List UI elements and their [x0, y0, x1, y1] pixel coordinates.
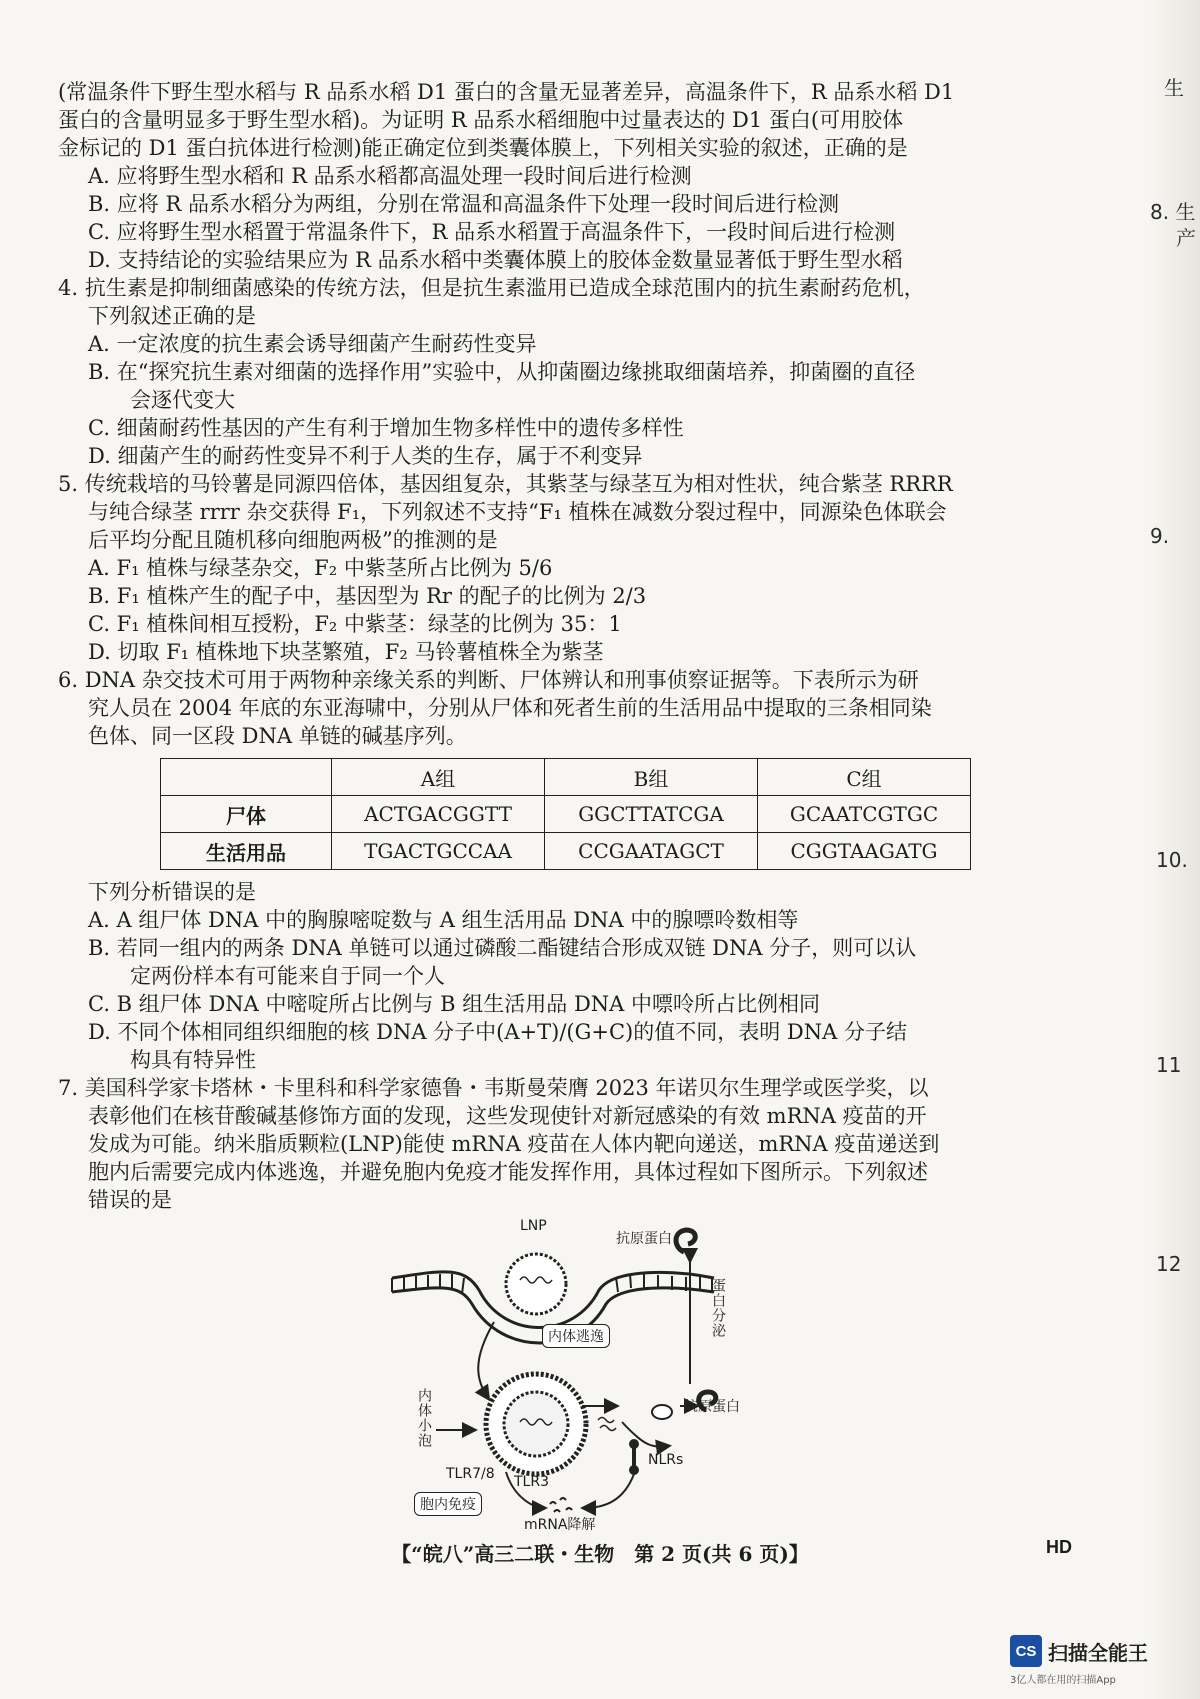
lnp-inside-endosome: [504, 1392, 568, 1456]
question-4-option-b: 会逐代变大: [130, 388, 235, 412]
question-4-option-a: A. 一定浓度的抗生素会诱导细菌产生耐药性变异: [88, 332, 537, 356]
label-mrna-degradation: mRNA降解: [524, 1517, 596, 1533]
question-7-stem: 7. 美国科学家卡塔林・卡里科和科学家德鲁・韦斯曼荣膺 2023 年诺贝尔生理学或医学奖，以: [58, 1076, 929, 1100]
question-3-stem: 金标记的 D1 蛋白抗体进行检测)能正确定位到类囊体膜上，下列相关实验的叙述，正确的是: [58, 136, 908, 160]
question-6-option-d: D. 不同个体相同组织细胞的核 DNA 分子中(A+T)/(G+C)的值不同，表明 DNA 分子结: [88, 1020, 907, 1044]
label-nlrs: NLRs: [648, 1452, 684, 1468]
question-4-option-d: D. 细菌产生的耐药性变异不利于人类的生存，属于不利变异: [88, 444, 643, 468]
table-cell: CCGAATAGCT: [545, 833, 758, 870]
label-tlr3: TLR3: [514, 1474, 549, 1490]
question-4-stem: 下列叙述正确的是: [88, 304, 256, 328]
ribosome: [652, 1405, 672, 1419]
question-3-continuation: [58, 78, 1078, 274]
antigen-protein-top: [676, 1230, 695, 1252]
scanner-watermark-text: [1048, 1637, 1148, 1666]
table-header-cell: [161, 759, 332, 796]
table-cell: GCAATCGTGC: [758, 796, 971, 833]
question-3-option-a: A. 应将野生型水稻和 R 品系水稻都高温处理一段时间后进行检测: [88, 164, 692, 188]
table-header-cell: A组: [332, 759, 545, 796]
question-3-option-b: B. 应将 R 品系水稻分为两组，分别在常温和高温条件下处理一段时间后进行检测: [88, 192, 839, 216]
label-endosome-vesicle: 内体小泡: [416, 1388, 432, 1448]
diagram-drawing: [384, 1220, 804, 1530]
dna-sequence-table: [160, 758, 971, 870]
question-4-option-b: B. 在“探究抗生素对细菌的选择作用”实验中，从抑菌圈边缘挑取细菌培养，抑菌圈的直径: [88, 360, 916, 384]
question-3-option-d: D. 支持结论的实验结果应为 R 品系水稻中类囊体膜上的胶体金数量显著低于野生型水稻: [88, 248, 903, 272]
table-header-row: [161, 759, 971, 796]
page-footer: 【“皖八”高三二联・生物 第 2 页(共 6 页)】: [391, 1542, 809, 1566]
question-7-stem: 胞内后需要完成内体逃逸，并避免胞内免疫才能发挥作用，具体过程如下图所示。下列叙述: [88, 1160, 928, 1184]
scanner-watermark: [1010, 1635, 1148, 1686]
table-row-header: 生活用品: [161, 833, 332, 870]
margin-question-9: 9.: [1150, 524, 1170, 548]
question-6-option-d: 构具有特异性: [130, 1048, 256, 1072]
question-4-option-c: C. 细菌耐药性基因的产生有利于增加生物多样性中的遗传多样性: [88, 416, 684, 440]
label-antigen-protein-top: 抗原蛋白: [616, 1231, 672, 1247]
question-6-stem: 6. DNA 杂交技术可用于两物种亲缘关系的判断、尸体辨认和刑事侦察证据等。下表所示为研: [58, 668, 919, 692]
question-5-stem: 与纯合绿茎 rrrr 杂交获得 F₁，下列叙述不支持“F₁ 植株在减数分裂过程中，同源染色体联会: [88, 500, 947, 524]
footer-code: HD: [1046, 1537, 1072, 1557]
question-4-stem: 4. 抗生素是抑制细菌感染的传统方法，但是抗生素滥用已造成全球范围内的抗生素耐药危机，: [58, 276, 925, 300]
margin-question-12: 12: [1156, 1252, 1182, 1276]
question-7: [58, 1074, 1078, 1533]
arrow-nlrs-degradation: [584, 1474, 634, 1508]
question-4: [58, 274, 1078, 470]
table-row: [161, 796, 971, 833]
question-6: [58, 666, 1078, 1074]
table-cell: GGCTTATCGA: [545, 796, 758, 833]
margin-question-11: 11: [1156, 1053, 1182, 1077]
scanner-app-name: 扫描全能王: [1048, 1640, 1148, 1665]
question-6-prompt: 下列分析错误的是: [88, 880, 256, 904]
table-row-header: 尸体: [161, 796, 332, 833]
table-cell: TGACTGCCAA: [332, 833, 545, 870]
question-6-stem: 究人员在 2004 年底的东亚海啸中，分别从尸体和死者生前的生活用品中提取的三条相同染: [88, 696, 932, 720]
question-6-option-b: B. 若同一组内的两条 DNA 单链可以通过磷酸二酯键结合形成双链 DNA 分子，则可以认: [88, 936, 917, 960]
question-7-stem: 表彰他们在核苷酸碱基修饰方面的发现，这些发现使针对新冠感染的有效 mRNA 疫苗的开: [88, 1104, 927, 1128]
label-antigen-protein-mid: 抗原蛋白: [684, 1399, 740, 1415]
camscanner-icon: CS: [1010, 1635, 1042, 1667]
question-3-stem: 蛋白的含量明显多于野生型水稻)。为证明 R 品系水稻细胞中过量表达的 D1 蛋白(可用胶体: [58, 108, 904, 132]
margin-fragment: 产: [1176, 226, 1196, 250]
scanner-tagline: 3亿人都在用的扫描App: [1010, 1675, 1116, 1686]
degraded-mrna-fragments: [550, 1498, 572, 1512]
label-tlr78: TLR7/8: [446, 1466, 495, 1482]
question-5-option-a: A. F₁ 植株与绿茎杂交，F₂ 中紫茎所占比例为 5/6: [88, 556, 553, 580]
question-5: [58, 470, 1078, 666]
arrow-to-nlrs: [622, 1422, 668, 1447]
question-6-option-c: C. B 组尸体 DNA 中嘧啶所占比例与 B 组生活用品 DNA 中嘌呤所占比例相同: [88, 992, 821, 1016]
margin-question-8: 8. 生: [1150, 200, 1196, 224]
question-7-stem: 错误的是: [88, 1188, 172, 1212]
question-5-stem: 5. 传统栽培的马铃薯是同源四倍体，基因组复杂，其紫茎与绿茎互为相对性状，纯合紫茎 RRRR: [58, 472, 953, 496]
released-mrna: [598, 1418, 616, 1431]
label-intracellular-immunity: 胞内免疫: [414, 1492, 482, 1516]
question-6-option-b: 定两份样本有可能来自于同一个人: [130, 964, 445, 988]
margin-question-10: 10.: [1156, 848, 1188, 872]
label-protein-secretion: 蛋白分泌: [710, 1278, 726, 1338]
question-3-option-c: C. 应将野生型水稻置于常温条件下，R 品系水稻置于高温条件下，一段时间后进行检测: [88, 220, 896, 244]
table-header-cell: B组: [545, 759, 758, 796]
table-cell: ACTGACGGTT: [332, 796, 545, 833]
question-3-stem: (常温条件下野生型水稻与 R 品系水稻 D1 蛋白的含量无显著差异，高温条件下，R 品系水稻 D1: [58, 80, 955, 104]
table-cell: CGGTAAGATG: [758, 833, 971, 870]
question-5-option-d: D. 切取 F₁ 植株地下块茎繁殖，F₂ 马铃薯植株全为紫茎: [88, 640, 604, 664]
label-lnp: LNP: [520, 1218, 547, 1234]
label-endosome-escape: 内体逃逸: [542, 1324, 610, 1348]
arrow-to-endosome: [478, 1322, 494, 1398]
question-7-stem: 发成为可能。纳米脂质颗粒(LNP)能使 mRNA 疫苗在人体内靶向递送，mRNA 疫苗递送到: [88, 1132, 940, 1156]
lnp-particle: [506, 1254, 566, 1314]
table-header-cell: C组: [758, 759, 971, 796]
question-5-stem: 后平均分配且随机移向细胞两极”的推测的是: [88, 528, 498, 552]
main-column: [58, 78, 1078, 1533]
question-5-option-c: C. F₁ 植株间相互授粉，F₂ 中紫茎：绿茎的比例为 35：1: [88, 612, 622, 636]
table-row: [161, 833, 971, 870]
question-6-stem: 色体、同一区段 DNA 单链的碱基序列。: [88, 724, 467, 748]
mrna-vaccine-diagram: [384, 1218, 804, 1533]
question-6-option-a: A. A 组尸体 DNA 中的胸腺嘧啶数与 A 组生活用品 DNA 中的腺嘌呤数相等: [88, 908, 799, 932]
margin-fragment: 生: [1164, 76, 1184, 100]
question-5-option-b: B. F₁ 植株产生的配子中，基因型为 Rr 的配子的比例为 2/3: [88, 584, 647, 608]
